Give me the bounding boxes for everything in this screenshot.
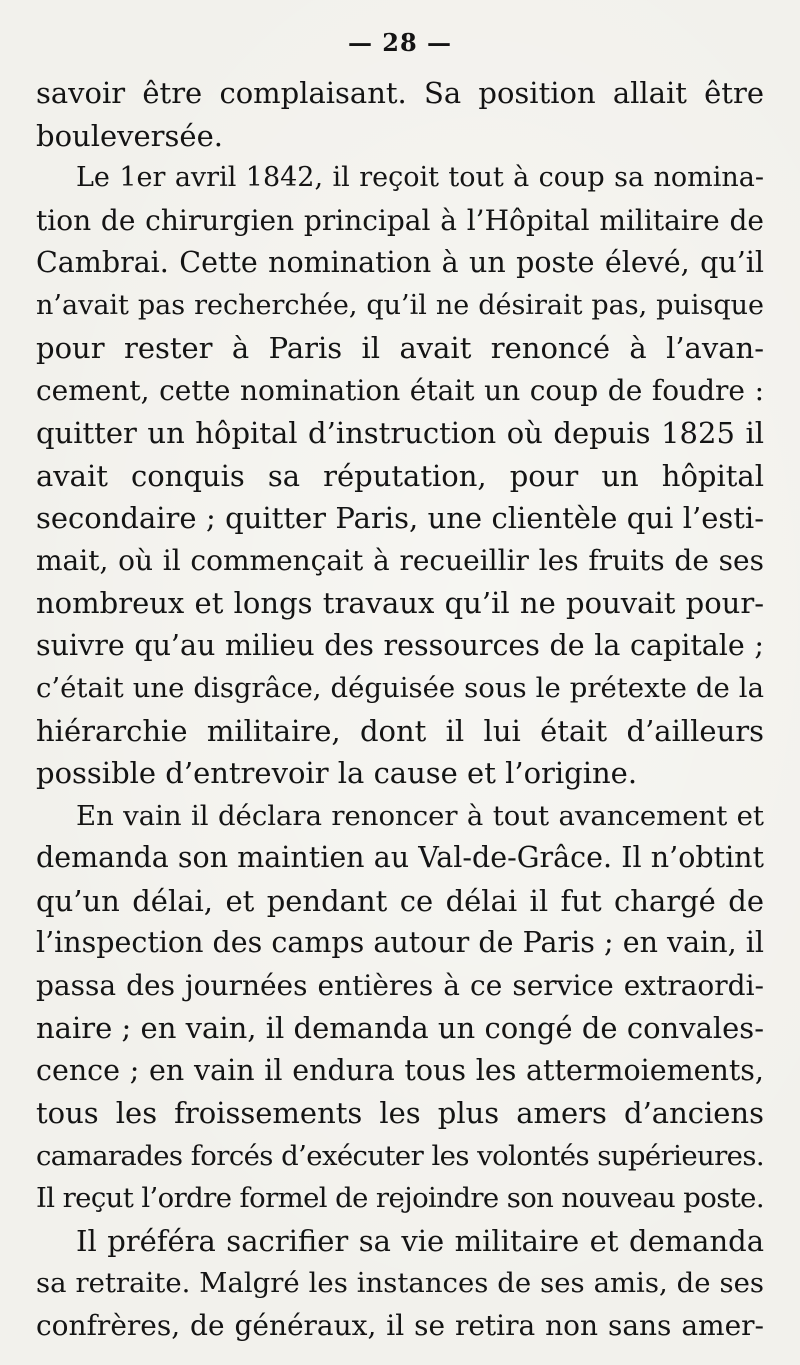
text-line: sa retraite. Malgré les instances de ses amis, de ses [36, 1267, 764, 1299]
text-line: Il préféra sacrifier sa vie militaire et demanda [76, 1223, 764, 1258]
text-line: possible d’entrevoir la cause et l’origine. [36, 756, 638, 790]
text-line: mait, où il commençait à recueillir les fruits de ses [36, 543, 764, 577]
text-line: hiérarchie militaire, dont il lui était d’ailleurs [36, 713, 764, 748]
text-line: passa des journées entières à ce service extraordi- [36, 968, 764, 1002]
text-line: camarades forcés d’exécuter les volontés supérieures. [36, 1139, 764, 1172]
text-line: tion de chirurgien principal à l’Hôpital militaire de [36, 203, 764, 237]
text-line: cence ; en vain il endura tous les attermoiements, [36, 1053, 764, 1087]
text-line: confrères, de généraux, il se retira non sans amer- [36, 1308, 764, 1342]
text-line: Cambrai. Cette nomination à un poste élevé, qu’il [36, 246, 764, 279]
text-line: suivre qu’au milieu des ressources de la capitale ; [36, 628, 764, 662]
text-line: n’avait pas recherchée, qu’il ne désirait pas, puisque [36, 289, 764, 321]
text-line: quitter un hôpital d’instruction où depuis 1825 il [36, 416, 764, 450]
text-line: c’était une disgrâce, déguisée sous le prétexte de la [36, 672, 764, 704]
text-line: secondaire ; quitter Paris, une clientèle qui l’esti- [36, 501, 764, 535]
text-line: naire ; en vain, il demanda un congé de convales- [36, 1011, 764, 1045]
text-line: avait conquis sa réputation, pour un hôpital [36, 458, 764, 493]
text-line: demanda son maintien au Val-de-Grâce. Il n’obtint [36, 841, 764, 874]
text-line: En vain il déclara renoncer à tout avancement et [76, 799, 764, 832]
text-line: cement, cette nomination était un coup de foudre : [36, 373, 764, 407]
body-text [36, 72, 764, 1347]
text-line: qu’un délai, et pendant ce délai il fut chargé de [36, 883, 764, 918]
text-line: bouleversée. [36, 118, 223, 153]
text-line: savoir être complaisant. Sa position allait être [36, 76, 764, 110]
text-line: pour rester à Paris il avait renoncé à l’avan- [36, 331, 764, 365]
text-line: l’inspection des camps autour de Paris ; en vain, il [36, 926, 764, 959]
text-line: nombreux et longs travaux qu’il ne pouvait pour- [36, 586, 764, 620]
text-line: tous les froissements les plus amers d’anciens [36, 1096, 764, 1130]
text-line: Le 1er avril 1842, il reçoit tout à coup sa nomina- [76, 162, 764, 193]
page-number: — 28 — [347, 28, 453, 57]
text-line: Il reçut l’ordre formel de rejoindre son nouveau poste. [36, 1182, 764, 1214]
